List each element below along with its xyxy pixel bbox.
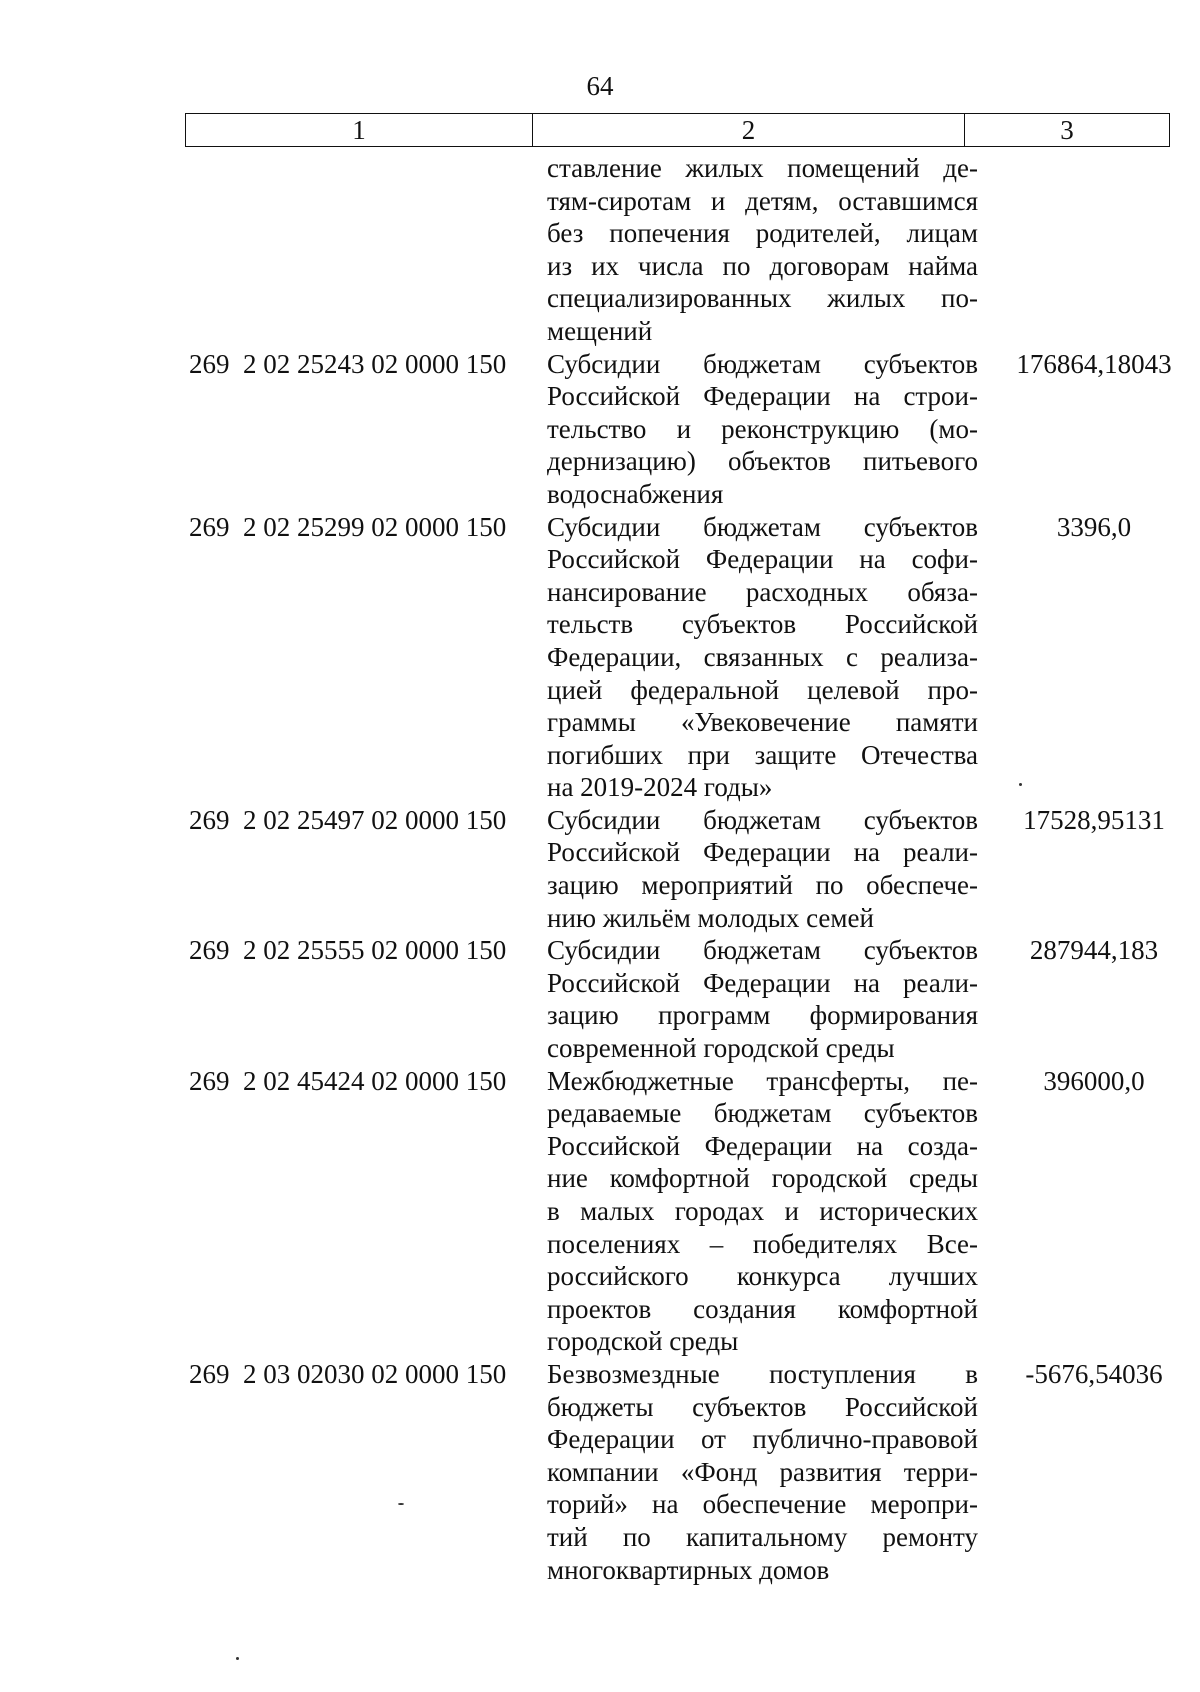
amount: -5676,54036 [1025, 1358, 1163, 1389]
table-row [185, 934, 1196, 1064]
description-line: мещений [547, 315, 653, 346]
row-description [535, 348, 992, 511]
description-line: редаваемые бюджетам субъектов [547, 1098, 978, 1129]
amount: 3396,0 [1056, 511, 1132, 542]
description-line: многоквартирных домов [547, 1554, 830, 1585]
description-line: российского конкурса лучших [547, 1261, 978, 1292]
description-line: тий по капитальному ремонту [547, 1521, 978, 1552]
row-description [535, 1065, 992, 1358]
row-description [535, 511, 992, 804]
description-line: Межбюджетные трансферты, пе- [547, 1065, 978, 1096]
description-line: цией федеральной целевой про- [547, 674, 978, 705]
table-row [185, 1065, 1196, 1358]
row-description [535, 1358, 992, 1586]
amount: 396000,0 [1043, 1065, 1145, 1096]
description-line: на 2019-2024 годы» [547, 772, 773, 803]
description-line: Безвозмездные поступления в [547, 1358, 978, 1389]
description-line: Субсидии бюджетам субъектов [547, 804, 978, 835]
description-line: граммы «Увековечение памяти [547, 707, 978, 738]
description-line: тям-сиротам и детям, оставшимся [547, 185, 978, 216]
table-row [185, 804, 1196, 934]
row-description [535, 804, 992, 934]
description-line: Субсидии бюджетам субъектов [547, 348, 978, 379]
budget-code: 269 2 02 45424 02 0000 150 [189, 1065, 507, 1096]
budget-code: 269 2 02 25497 02 0000 150 [189, 804, 507, 835]
amount: 287944,183 [1029, 935, 1159, 966]
description-line: городской среды [547, 1326, 739, 1357]
table-row [185, 1358, 1196, 1586]
description-line: Федерации от публично-правовой [547, 1424, 978, 1455]
continuation-row [185, 152, 1196, 348]
description-line: специализированных жилых по- [547, 283, 978, 314]
description-line: современной городской среды [547, 1033, 895, 1064]
budget-code: 269 2 02 25243 02 0000 150 [189, 348, 507, 379]
budget-code: 269 2 03 02030 02 0000 150 [189, 1358, 507, 1389]
table-row [185, 348, 1196, 511]
budget-table [185, 152, 1196, 1586]
description-line: компании «Фонд развития терри- [547, 1456, 978, 1487]
continuation-description [535, 152, 992, 348]
description-line: ставление жилых помещений де- [547, 153, 978, 183]
column-header-2: 2 [533, 114, 965, 147]
description-line: Российской Федерации на реали- [547, 837, 978, 868]
description-line: проектов создания комфортной [547, 1293, 978, 1324]
description-line: ние комфортной городской среды [547, 1163, 978, 1194]
description-line: из их числа по договорам найма [547, 250, 978, 281]
description-line: Субсидии бюджетам субъектов [547, 511, 978, 542]
description-line: Российской Федерации на софи- [547, 544, 978, 575]
table-row [185, 511, 1196, 804]
description-line: Российской Федерации на строи- [547, 381, 978, 412]
description-line: Российской Федерации на реали- [547, 967, 978, 998]
description-line: Российской Федерации на созда- [547, 1130, 978, 1161]
description-line: торий» на обеспечение меропри- [547, 1489, 978, 1520]
scan-speck [398, 1503, 404, 1505]
description-line: зацию мероприятий по обеспече- [547, 870, 978, 901]
budget-code: 269 2 02 25299 02 0000 150 [189, 511, 507, 542]
description-line: бюджеты субъектов Российской [547, 1391, 978, 1422]
amount: 176864,18043 [1016, 348, 1172, 379]
description-line: поселениях – победителях Все- [547, 1228, 978, 1259]
description-line: без попечения родителей, лицам [547, 218, 978, 249]
row-description [535, 934, 992, 1064]
budget-code: 269 2 02 25555 02 0000 150 [189, 935, 507, 966]
scan-speck [1019, 783, 1022, 786]
column-header-3: 3 [965, 114, 1170, 147]
page-number: 64 [586, 71, 614, 101]
amount: 17528,95131 [1023, 804, 1165, 835]
description-line: Субсидии бюджетам субъектов [547, 935, 978, 966]
description-line: в малых городах и исторических [547, 1196, 978, 1226]
scan-speck [236, 1657, 239, 1660]
description-line: Федерации, связанных с реализа- [547, 641, 978, 672]
description-line: нию жильём молодых семей [547, 902, 874, 933]
description-line: погибших при защите Отечества [547, 739, 978, 770]
description-line: зацию программ формирования [547, 1000, 978, 1031]
column-header-row [185, 113, 1170, 147]
description-line: тельство и реконструкцию (мо- [547, 413, 978, 444]
column-header-1: 1 [186, 114, 533, 147]
description-line: нансирование расходных обяза- [547, 576, 978, 607]
description-line: водоснабжения [547, 478, 724, 509]
description-line: дернизацию) объектов питьевого [547, 446, 978, 477]
description-line: тельств субъектов Российской [547, 609, 978, 640]
